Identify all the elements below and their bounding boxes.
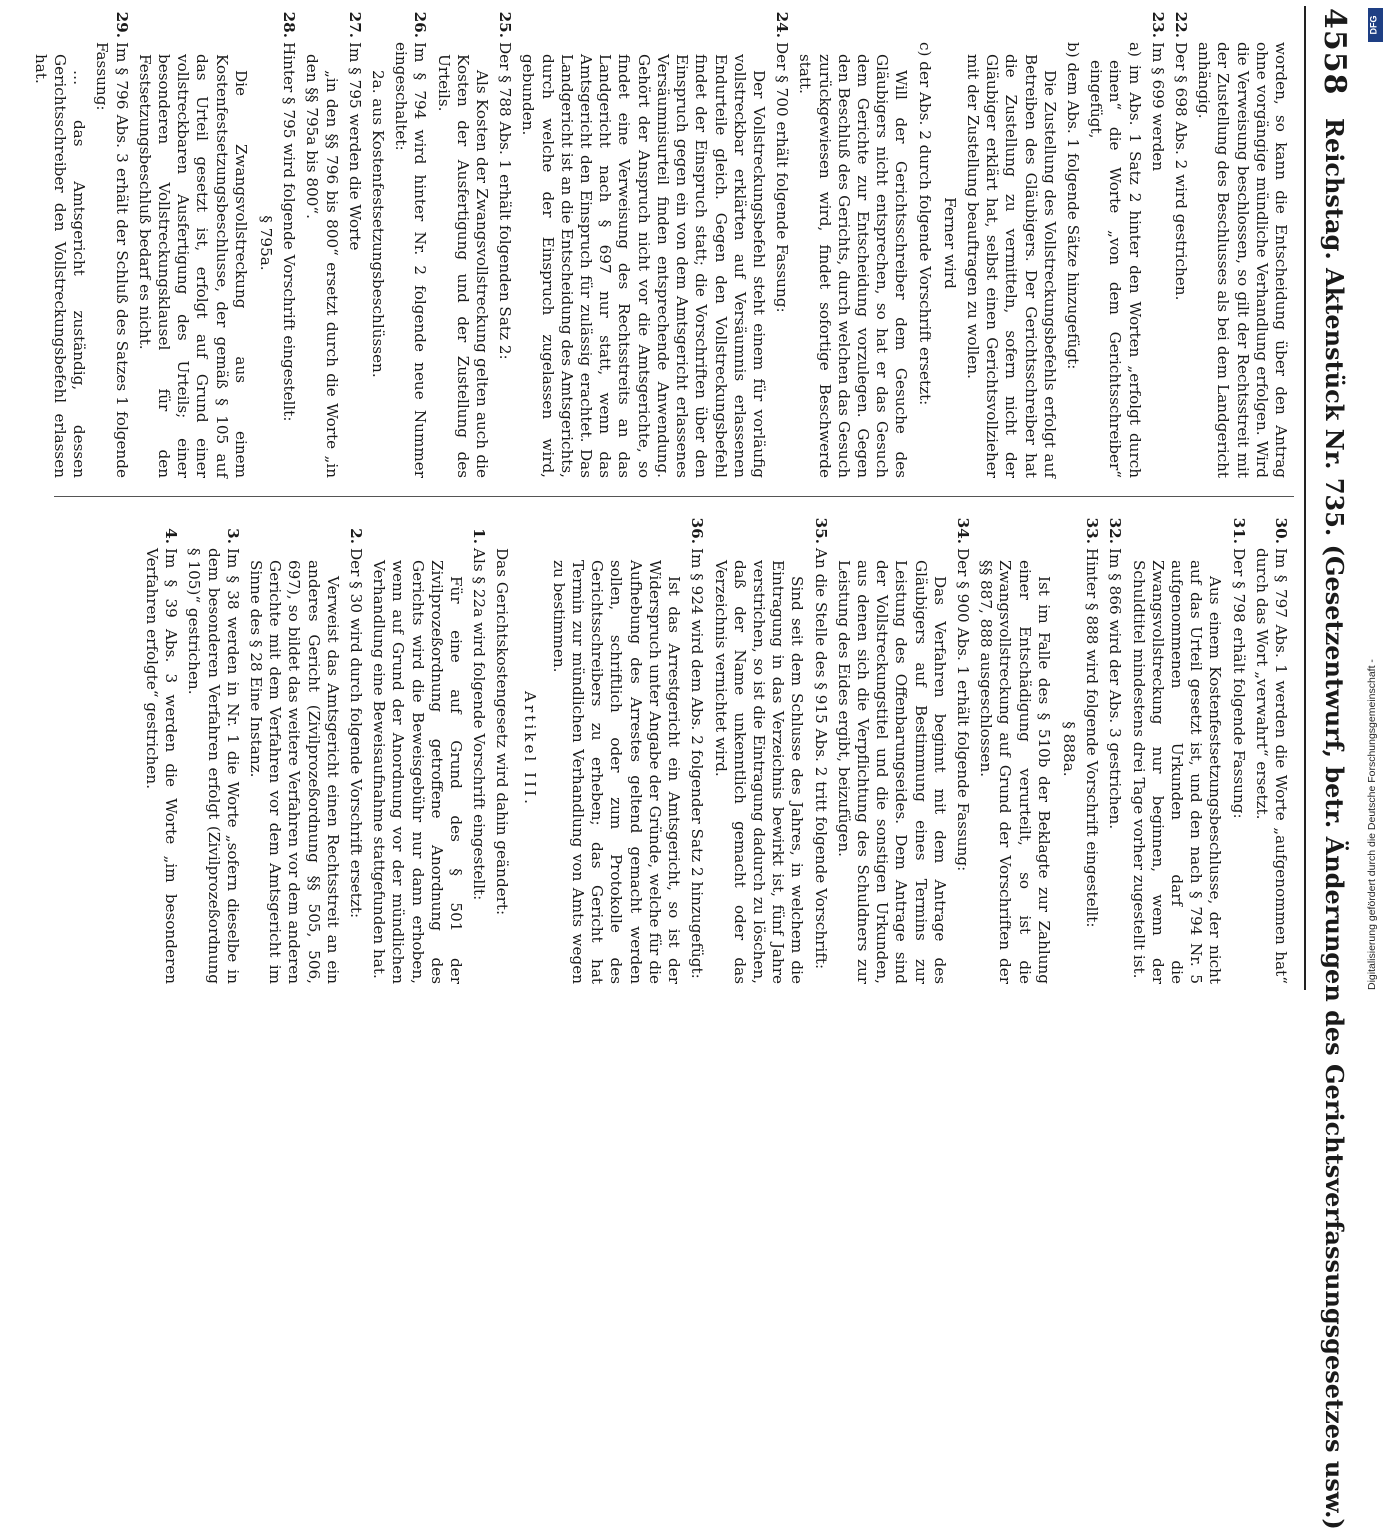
header-rule	[1304, 6, 1306, 990]
numbered-paragraph	[1228, 514, 1247, 984]
left-column	[31, 8, 1290, 478]
quoted-provision: 2a. aus Kostenfestsetzungsbeschlüssen.	[369, 70, 388, 378]
numbered-paragraph	[810, 514, 829, 984]
quoted-provision: „in den §§ 796 bis 800“ ersetzt durch die Worte „in den §§ 795a bis 800“.	[303, 54, 341, 478]
quoted-provision: Als Kosten der Zwangsvollstreckung gelten auch die Kosten der Ausfertigung und der Zustellung des Urteils.	[434, 54, 492, 478]
paragraph-number: 35.	[811, 517, 830, 544]
paragraph-text: Hinter § 888 wird folgende Vorschrift eingestellt:	[1083, 548, 1102, 928]
paragraph-number: 3.	[223, 528, 242, 544]
paragraph-number: 29.	[112, 11, 131, 38]
dfg-logo	[1368, 8, 1383, 42]
paragraph-text: Im § 924 wird dem Abs. 2 folgender Satz 2 hinzugefügt:	[688, 548, 707, 979]
numbered-paragraph	[345, 8, 364, 478]
numbered-paragraph	[687, 514, 706, 984]
paragraph-number: 23.	[1148, 11, 1167, 38]
numbered-paragraph	[1105, 514, 1124, 984]
body-paragraph: worden, so kann die Entscheidung über den Antrag ohne vorgängige mündliche Verhandlung erfolgen. Wird die Verweisung beschlossen, so gilt der Rechtsstreit mit der Zustellung des Beschlusses als bei dem Landgericht anhängig.	[1195, 42, 1290, 478]
sub-item: c) der Abs. 2 durch folgende Vorschrift ersetzt:	[915, 42, 934, 406]
numbered-paragraph	[1252, 514, 1290, 984]
numbered-paragraph	[346, 514, 365, 984]
quoted-provision: Ist das Arrestgericht ein Amtsgericht, so ist der Widerspruch unter Angabe der Gründe, welche für die Aufhebung des Arrestes geltend gemacht werden sollen, schriftlich oder zum Protokolle des Gerichtsschreibers zu erheben; das Gericht hat Termin zur mündlichen Verhandlung von Amts wegen zu bestimmen.	[549, 560, 684, 984]
paragraph-text: Der § 798 erhält folgende Fassung:	[1229, 548, 1248, 819]
body-paragraph: Das Gerichtskostengesetz wird dahin geändert:	[493, 548, 512, 916]
sub-item: a) im Abs. 1 Satz 2 hinter den Worten „erfolgt durch einen“ die Worte „von dem Gerichtsschreiber“ eingefügt,	[1087, 42, 1144, 478]
paragraph-number: 32.	[1106, 517, 1125, 544]
quoted-provision: Sind seit dem Schlusse des Jahres, in welchem die Eintragung in das Verzeichnis bewirkt ist, fünf Jahre verstrichen, so ist die Eintragung dadurch zu löschen, daß der Name unkenntlich gemacht oder das Verzeichnis vernichtet wird.	[711, 560, 807, 984]
quoted-provision: Die Zwangsvollstreckung aus einem Kostenfestsetzungsbeschlusse, der gemäß § 105 auf das Urteil gesetzt ist, erfolgt auf Grund einer vollstreckbaren Ausfertigung des Urteils; einer besonderen Vollstreckungsklausel für den Festsetzungsbeschluß bedarf es nicht.	[135, 54, 250, 478]
paragraph-number: 28.	[280, 11, 299, 38]
quoted-provision: Aus einem Kostenfestsetzungsbeschlusse, der nicht auf das Urteil gesetzt ist, und den nach § 794 Nr. 5 aufgenommenen Urkunden darf die Zwangsvollstreckung nur beginnen, wenn der Schuldtitel mindestens drei Tage vorher zugestellt ist.	[1129, 560, 1225, 984]
quoted-provision: Das Verfahren beginnt mit dem Antrage des Gläubigers auf Bestimmung eines Termins zur Leistung des Offenbarungseides. Dem Antrage sind der Vollstreckungstitel und die sonstigen Urkunden, aus denen sich die Verpflichtung des Schuldners zur Leistung des Eides ergibt, beizufügen.	[834, 560, 949, 984]
numbered-paragraph	[953, 514, 972, 984]
quoted-provision: … das Amtsgericht zuständig, dessen Gerichtsschreiber den Vollstreckungsbefehl erlassen hat.	[31, 54, 89, 478]
paragraph-number: 36.	[688, 517, 707, 544]
paragraph-text: Der § 788 Abs. 1 erhält folgenden Satz 2:	[496, 42, 515, 360]
quoted-provision: Der Vollstreckungsbefehl steht einem für vorläufig vollstreckbar erklärten auf Versäumnis erlassenen Endurteile gleich. Gegen den Vollstreckungsbefehl findet der Einspruch statt; die Vorschriften über den Einspruch gegen ein von dem Amtsgericht erlassenes Versäumnisurteil finden entsprechende Anwendung. Gehört der Anspruch nicht vor die Amtsgerichte, so findet eine Verweisung des Rechtsstreits an das Landgericht nach § 697 nur statt, wenn das Amtsgericht den Einspruch für zulässig erachtet. Das Landgericht ist an die Entscheidung des Amtsgerichts, durch welche der Einspruch zugelassen wird, gebunden.	[519, 54, 768, 478]
right-column	[50, 514, 1290, 984]
digitization-credit: Digitalisierung gefördert durch die Deutsche Forschungsgemeinschaft -	[1366, 659, 1378, 990]
paragraph-number: 4.	[162, 528, 181, 544]
numbered-paragraph	[391, 8, 429, 478]
article-heading: Artikel III.	[520, 691, 539, 807]
paragraph-number: 27.	[345, 11, 364, 38]
paragraph-number: 2.	[347, 528, 366, 544]
numbered-paragraph	[469, 514, 488, 984]
paragraph-number: 24.	[773, 11, 792, 38]
dfg-logo-text: DFG	[1368, 15, 1379, 35]
numbered-paragraph	[1148, 8, 1167, 478]
numbered-paragraph	[279, 8, 298, 478]
numbered-paragraph	[495, 8, 514, 478]
column-divider	[54, 496, 1294, 497]
centered-heading: § 795a.	[257, 215, 276, 271]
paragraph-text: Im § 38 werden in Nr. 1 die Worte „sofern dieselbe in dem besonderen Verfahren erfolgt (Zivilprozeßordnung § 105)“ gestrichen.	[185, 548, 242, 984]
numbered-paragraph	[1171, 8, 1190, 478]
numbered-paragraph	[142, 514, 180, 984]
paragraph-number: 34.	[953, 517, 972, 544]
running-title: Reichstag. Aktenstück Nr. 735. (Gesetzentwurf, betr. Änderungen des Gerichtsverfassungsgesetzes usw.)	[1320, 118, 1349, 1530]
sub-item: b) dem Abs. 1 folgende Sätze hinzugefügt:	[1063, 42, 1082, 370]
paragraph-text: Der § 30 wird durch folgende Vorschrift ersetzt:	[347, 548, 366, 919]
paragraph-number: 22.	[1171, 11, 1190, 38]
paragraph-text: Im § 797 Abs. 1 werden die Worte „aufgenommen hat“ durch das Wort „verwahrt“ ersetzt.	[1252, 548, 1290, 984]
paragraph-text: Hinter § 795 wird folgende Vorschrift eingestellt:	[280, 42, 299, 422]
paragraph-text: Im § 699 werden	[1148, 42, 1167, 172]
paragraph-text: Im § 796 Abs. 3 erhält der Schluß des Satzes 1 folgende Fassung:	[93, 42, 131, 478]
quoted-provision: Will der Gerichtsschreiber dem Gesuche des Gläubigers nicht entsprechen, so hat er das Gesuch dem Gerichte zur Entscheidung vorzulegen. Gegen den Beschluß des Gerichts, durch welchen das Gesuch zurückgewiesen wird, findet sofortige Beschwerde statt.	[796, 54, 911, 478]
paragraph-text: Im § 795 werden die Worte	[345, 42, 364, 251]
page-header	[1296, 0, 1360, 1530]
paragraph-text: Im § 866 wird der Abs. 3 gestrichen.	[1106, 548, 1125, 830]
quoted-provision: Für eine auf Grund des § 501 der Zivilprozeßordnung getroffene Anordnung des Gerichts wird die Beweisgebühr nur dann erhoben, wenn auf Grund der Anordnung vor der mündlichen Verhandlung eine Beweisaufnahme stattgefunden hat.	[370, 560, 466, 984]
paragraph-text: Der § 900 Abs. 1 erhält folgende Fassung:	[953, 548, 972, 872]
numbered-paragraph	[92, 8, 130, 478]
paragraph-text: Der § 700 erhält folgende Fassung:	[773, 42, 792, 313]
centered-heading: § 888a.	[1059, 721, 1078, 777]
page-number: 4558	[1317, 8, 1352, 96]
paragraph-number: 1.	[470, 528, 489, 544]
paragraph-text: An die Stelle des § 915 Abs. 2 tritt folgende Vorschrift:	[811, 548, 830, 970]
quoted-provision: Ist im Falle des § 510b der Beklagte zur Zahlung einer Entschädigung verurteilt, so ist die Zwangsvollstreckung auf Grund der Vorschriften der §§ 887, 888 ausgeschlossen.	[977, 560, 1053, 984]
paragraph-text: Der § 698 Abs. 2 wird gestrichen.	[1171, 42, 1190, 301]
numbered-paragraph	[184, 514, 242, 984]
paragraph-text: Als § 22a wird folgende Vorschrift eingestellt:	[470, 548, 489, 901]
paragraph-number: 33.	[1083, 517, 1102, 544]
paragraph-number: 25.	[496, 11, 515, 38]
paragraph-number: 26.	[411, 11, 430, 38]
centered-heading: Ferner wird	[940, 197, 959, 289]
paragraph-number: 30.	[1272, 517, 1290, 544]
numbered-paragraph	[772, 8, 791, 478]
numbered-paragraph	[1082, 514, 1101, 984]
quoted-provision: Die Zustellung des Vollstreckungsbefehls erfolgt auf Betreiben des Gläubigers. Der Gerichtsschreiber hat die Zustellung zu vermitteln, sofern nicht der Gläubiger erklärt hat, selbst einen Gerichtsvollzieher mit der Zustellung beauftragen zu wollen.	[963, 54, 1059, 478]
paragraph-text: Im § 794 wird hinter Nr. 2 folgende neue Nummer eingeschaltet:	[392, 42, 430, 478]
paragraph-number: 31.	[1229, 517, 1248, 544]
quoted-provision: Verweist das Amtsgericht einen Rechtsstreit an ein anderes Gericht (Zivilprozeßordnung §§ 505, 506, 697), so bildet das weitere Verfahren vor dem anderen Gerichte mit dem Verfahren vor dem Amtsgericht im Sinne des § 28 Eine Instanz.	[247, 560, 342, 984]
paragraph-text: Im § 39 Abs. 3 werden die Worte „im besonderen Verfahren erfolgte“ gestrichen.	[143, 548, 181, 984]
